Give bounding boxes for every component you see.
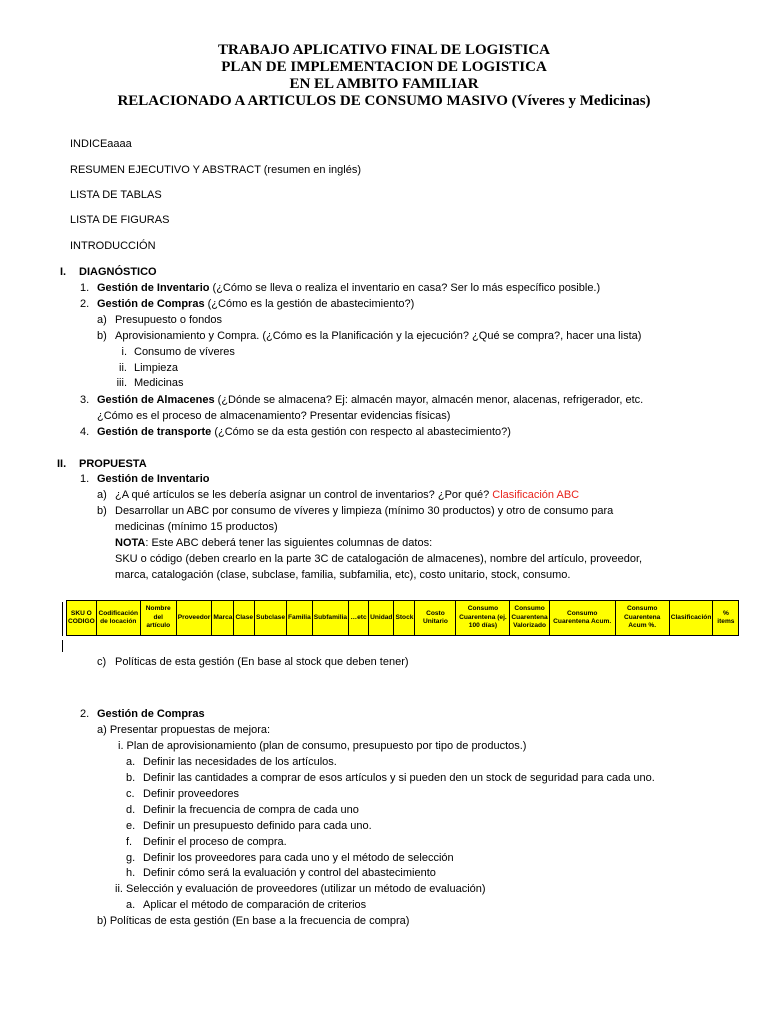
diag-item-transporte — [97, 425, 511, 439]
nota-label: NOTA — [115, 537, 146, 549]
front-resumen: RESUMEN EJECUTIVO Y ABSTRACT (resumen en inglés) — [70, 164, 361, 176]
list-marker: f. — [126, 836, 133, 848]
table-header-cell: Proveedor — [176, 601, 212, 636]
item-text: ¿A qué artículos se les debería asignar un control de inventarios? ¿Por qué? — [115, 489, 493, 501]
front-indice: INDICEaaaa — [70, 138, 132, 150]
item-number: 1. — [80, 282, 90, 294]
compras-list-item: Definir la frecuencia de compra de cada uno — [143, 804, 359, 816]
item-text: : Este ABC deberá tener las siguientes columnas de datos: — [145, 537, 433, 549]
prop-compras-a: a) Presentar propuestas de mejora: — [97, 724, 271, 736]
item-number: 4. — [80, 426, 90, 438]
compras-sub-a: Presupuesto o fondos — [115, 314, 223, 326]
abc-columns-table — [66, 600, 739, 636]
table-header-cell: SKU O CODIGO — [67, 601, 97, 636]
compras-list-item: Definir el proceso de compra. — [143, 836, 287, 848]
table-header-cell: Clasificación — [669, 601, 713, 636]
prop-compras-title: Gestión de Compras — [97, 708, 205, 720]
prop-inventario-title: Gestión de Inventario — [97, 473, 210, 485]
doc-title-2: PLAN DE IMPLEMENTACION DE LOGISTICA — [221, 59, 547, 75]
list-marker: i. — [121, 346, 127, 358]
prop-compras-ii: ii. Selección y evaluación de proveedores (utilizar un método de evaluación) — [115, 883, 486, 895]
compras-list-item: Definir los proveedores para cada uno y el método de selección — [143, 852, 454, 864]
list-marker: b. — [126, 772, 136, 784]
compras-list-item: Definir cómo será la evaluación y control del abastecimiento — [143, 867, 436, 879]
prop-inv-nota — [115, 536, 432, 550]
margin-bar — [62, 602, 63, 636]
list-marker: ii. — [119, 362, 127, 374]
item-number: 2. — [80, 708, 90, 720]
front-introduccion: INTRODUCCIÓN — [70, 240, 156, 252]
table-header-cell: Marca — [212, 601, 234, 636]
diag-item-almacenes — [97, 393, 643, 407]
table-header-cell: Familia — [287, 601, 313, 636]
item-text: (¿Cómo se da esta gestión con respecto al abastecimiento?) — [211, 426, 511, 438]
abc-highlight: Clasificación ABC — [492, 489, 580, 501]
list-marker: a. — [126, 899, 136, 911]
prop-inv-c: Políticas de esta gestión (En base al stock que deben tener) — [115, 656, 409, 668]
list-marker: a. — [126, 756, 136, 768]
item-bold-title: Gestión de Inventario — [97, 282, 210, 294]
prop-inv-b-line1: Desarrollar un ABC por consumo de víveres y limpieza (mínimo 30 productos) y otro de consumo para — [115, 505, 614, 517]
table-header-cell: Costo Unitario — [415, 601, 456, 636]
prop-compras-b: b) Políticas de esta gestión (En base a la frecuencia de compra) — [97, 915, 410, 927]
list-marker: c. — [126, 788, 135, 800]
table-header-cell: Consumo Cuarentena (ej. 100 días) — [456, 601, 510, 636]
table-header-cell: Consumo Cuarentena Acum. — [549, 601, 615, 636]
table-header-cell: % items — [713, 601, 739, 636]
front-lista-figuras: LISTA DE FIGURAS — [70, 214, 170, 226]
table-header-cell: Stock — [394, 601, 415, 636]
item-bold-title: Gestión de Compras — [97, 298, 205, 310]
table-header-cell: Consumo Cuarentena Valorizado — [510, 601, 549, 636]
prop-inv-sku-line2: marca, catalogación (clase, subclase, familia, subfamilia, etc), costo unitario, stock, consumo. — [115, 569, 571, 581]
doc-title-3: EN EL AMBITO FAMILIAR — [289, 76, 479, 92]
item-number: 1. — [80, 473, 90, 485]
roman-item: Medicinas — [134, 377, 184, 389]
section-number: I. — [60, 266, 67, 278]
list-marker: g. — [126, 852, 136, 864]
list-marker: b) — [97, 505, 107, 517]
list-marker: b) — [97, 330, 107, 342]
doc-title-4: RELACIONADO A ARTICULOS DE CONSUMO MASIVO (Víveres y Medicinas) — [117, 93, 651, 109]
table-header-cell: Subclase — [255, 601, 287, 636]
table-header-cell: Subfamilia — [312, 601, 348, 636]
prop-inv-a — [115, 488, 579, 502]
table-header-cell: …etc — [349, 601, 369, 636]
doc-title-1: TRABAJO APLICATIVO FINAL DE LOGISTICA — [218, 42, 550, 58]
item-text: (¿Cómo es la gestión de abastecimiento?) — [204, 298, 415, 310]
compras-sub-b: Aprovisionamiento y Compra. (¿Cómo es la Planificación y la ejecución? ¿Qué se compra?, hacer una lista) — [115, 330, 642, 342]
compras-list-item: Definir un presupuesto definido para cada uno. — [143, 820, 372, 832]
compras-list-item: Definir las necesidades de los artículos. — [143, 756, 337, 768]
margin-bar — [62, 640, 63, 652]
front-lista-tablas: LISTA DE TABLAS — [70, 189, 162, 201]
list-marker: h. — [126, 867, 136, 879]
table-header-cell: Unidad — [369, 601, 394, 636]
compras-list-item: Definir las cantidades a comprar de esos artículos y si pueden den un stock de seguridad para cada uno. — [143, 772, 655, 784]
section-number: II. — [57, 458, 67, 470]
section-title-propuesta: PROPUESTA — [79, 458, 147, 470]
roman-item: Limpieza — [134, 362, 179, 374]
list-marker: c) — [97, 656, 107, 668]
compras-ii-item: Aplicar el método de comparación de criterios — [143, 899, 367, 911]
diag-item-almacenes-cont: ¿Cómo es el proceso de almacenamiento? Presentar evidencias físicas) — [97, 410, 451, 422]
diag-item-compras — [97, 297, 414, 311]
list-marker: a) — [97, 314, 107, 326]
table-header-cell: Clase — [234, 601, 255, 636]
diag-item-inventario — [97, 281, 600, 295]
list-marker: iii. — [116, 377, 127, 389]
table-header-cell: Nombre del artículo — [140, 601, 176, 636]
item-bold-title: Gestión de Almacenes — [97, 394, 215, 406]
item-number: 2. — [80, 298, 90, 310]
prop-inv-sku-line1: SKU o código (deben crearlo en la parte 3C de catalogación de almacenes), nombre del artículo, proveedor, — [115, 553, 643, 565]
table-header-row — [67, 601, 739, 636]
list-marker: e. — [126, 820, 136, 832]
item-text: (¿Dónde se almacena? Ej: almacén mayor, almacén menor, alacenas, refrigerador, etc. — [214, 394, 644, 406]
table-header-cell: Consumo Cuarentena Acum %. — [615, 601, 669, 636]
list-marker: d. — [126, 804, 136, 816]
section-title-diagnostico: DIAGNÓSTICO — [79, 266, 157, 278]
prop-compras-i: i. Plan de aprovisionamiento (plan de consumo, presupuesto por tipo de productos.) — [118, 740, 527, 752]
compras-list-item: Definir proveedores — [143, 788, 239, 800]
item-number: 3. — [80, 394, 90, 406]
item-bold-title: Gestión de transporte — [97, 426, 212, 438]
roman-item: Consumo de víveres — [134, 346, 235, 358]
item-text: (¿Cómo se lleva o realiza el inventario en casa? Ser lo más específico posible.) — [209, 282, 601, 294]
prop-inv-b-line2: medicinas (mínimo 15 productos) — [115, 521, 278, 533]
list-marker: a) — [97, 489, 107, 501]
table-header-cell: Codificación de locación — [96, 601, 140, 636]
